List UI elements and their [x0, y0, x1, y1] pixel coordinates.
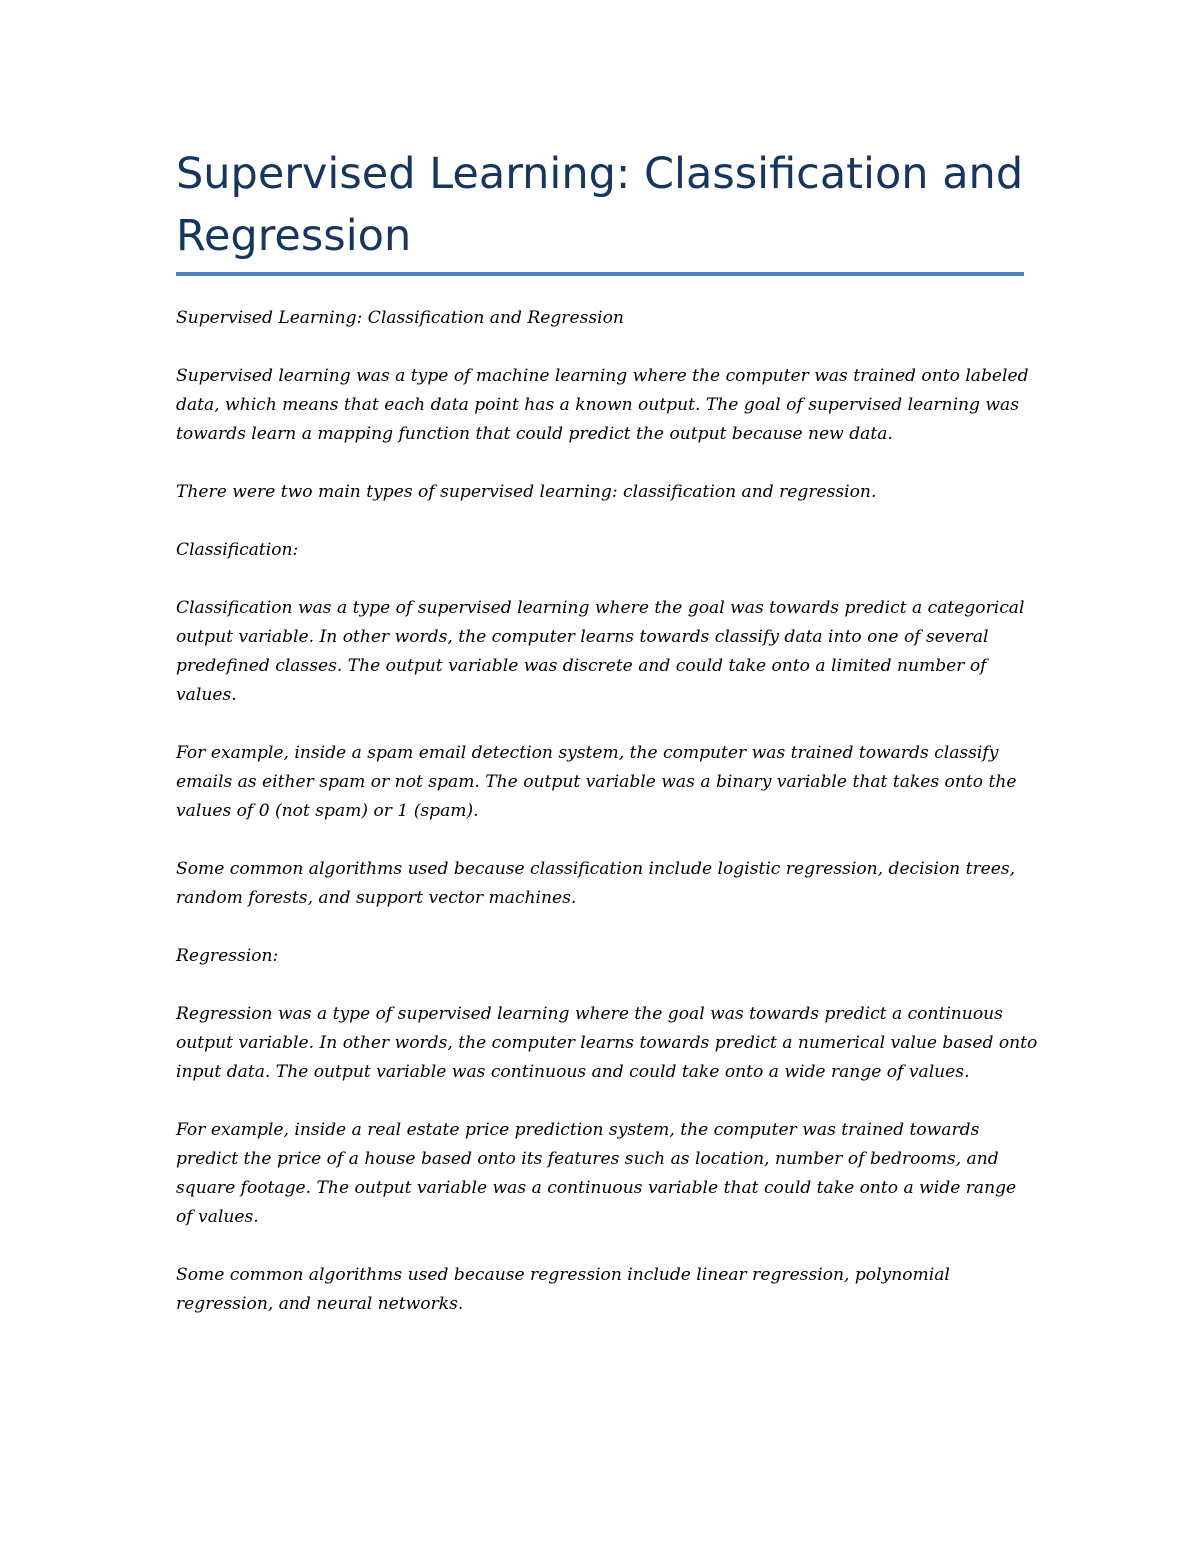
- classification-algorithms-paragraph: Some common algorithms used because classification include logistic regression, decision trees, random forests, and support vector machines.: [176, 859, 1016, 908]
- regression-example-paragraph: For example, inside a real estate price prediction system, the computer was trained towards predict the price of a house based onto its features such as location, number of bedrooms, and square footage. The output variable was a continuous variable that could take onto a wide range of values.: [176, 1120, 1017, 1227]
- classification-heading: Classification:: [176, 540, 299, 560]
- document-title: Supervised Learning: Classification and Regression: [176, 149, 1024, 261]
- intro-paragraph: Supervised learning was a type of machine learning where the computer was trained onto labeled data, which means that each data point has a known output. The goal of supervised learning was towards learn a mapping function that could predict the output because new data.: [176, 366, 1029, 444]
- classification-paragraph: Classification was a type of supervised learning where the goal was towards predict a categorical output variable. In other words, the computer learns towards classify data into one of several predefined classes. The output variable was discrete and could take onto a limited number of values.: [176, 598, 1025, 705]
- regression-heading: Regression:: [176, 946, 279, 966]
- title-underline-rule: [176, 272, 1024, 276]
- classification-example-paragraph: For example, inside a spam email detection system, the computer was trained towards classify emails as either spam or not spam. The output variable was a binary variable that takes onto the values of 0 (not spam) or 1 (spam).: [176, 743, 1017, 821]
- regression-paragraph: Regression was a type of supervised learning where the goal was towards predict a continuous output variable. In other words, the computer learns towards predict a numerical value based onto input data. The output variable was continuous and could take onto a wide range of values.: [176, 1004, 1038, 1082]
- types-paragraph: There were two main types of supervised learning: classification and regression.: [176, 482, 877, 502]
- subtitle-paragraph: Supervised Learning: Classification and Regression: [176, 308, 624, 328]
- document-body: [176, 304, 1038, 1348]
- regression-algorithms-paragraph: Some common algorithms used because regression include linear regression, polynomial regression, and neural networks.: [176, 1265, 950, 1314]
